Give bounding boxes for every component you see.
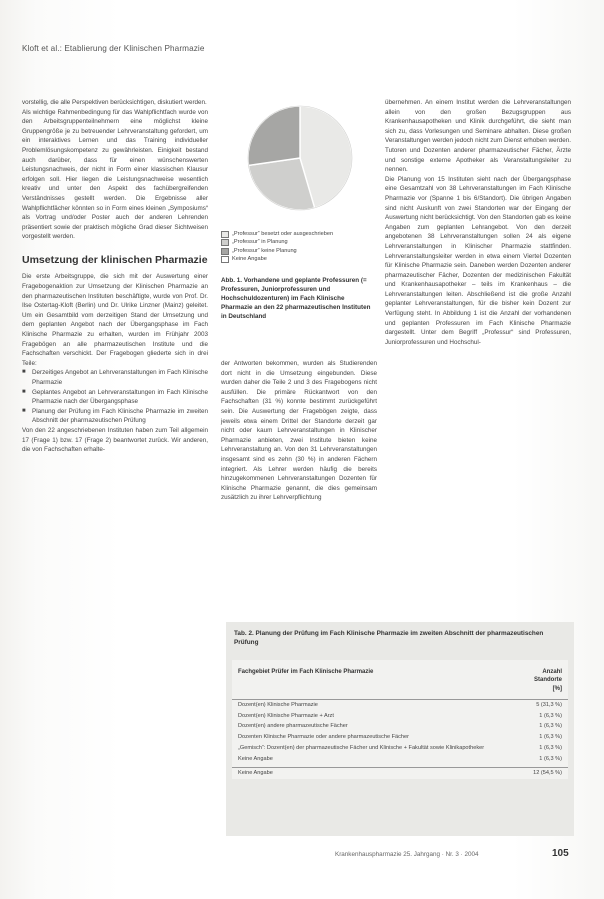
column-header: Anzahl Standorte [%]: [533, 669, 562, 692]
table-cell: 1 (6,3 %): [539, 712, 562, 719]
list-item: ■ Derzeitiges Angebot an Lehrveranstaltungen im Fach Klinische Pharmazie: [22, 368, 208, 387]
legend-label: „Professur“ besetzt oder ausgeschrieben: [232, 231, 334, 237]
paragraph: übernehmen. An einem Institut werden die Lehrveranstaltungen allein von den großen Bezugsgruppen aus Krankenhausapotheken und Klinik durchgeführt, die sieht man sich zu, dass Vorlesungen und Seminare abhalten. Diese großen Veranstaltungen werden jedoch nicht zum Dienst erhoben werden. Tutoren und Dozenten anderer pharmazeutischer Fächer, Ärzte und sonstige externe Apotheker als Veranstaltungsleiter zu nennen.: [385, 99, 571, 174]
pie-chart: [221, 98, 379, 228]
legend-label: „Professur“ keine Planung: [232, 247, 297, 254]
table-row: [232, 711, 568, 722]
table-cell: Keine Angabe: [238, 769, 273, 776]
table-box: [226, 622, 574, 836]
table-row: [232, 743, 568, 754]
table-cell: Dozent(en) Klinische Pharmazie + Arzt: [238, 712, 334, 719]
table-cell: Dozenten Klinische Pharmazie oder andere pharmazeutische Fächer: [238, 734, 410, 741]
paragraph: der Antworten bekommen, wurden als Studierenden dort nicht in die Umsetzung eingebunden. Diese wurden daher die Teile 2 und 3 des Fragebogens nicht ausfüllen. Die primäre Rückantwort von den Fachschaften (31 %) konnte bestimmt zurückgeführt sein. Die Auswertung der Fragebögen zeigte, dass jeweils etwa einem Drittel der Standorte derzeit gar nicht oder kaum Lehrveranstaltungen in Klinischer Pharmazie anbieten, zwei Institute bieten keine Lehrveranstaltung an. Von den 31 Lehrveranstaltungen insgesamt sind es zehn (30 %) in anderen Fächern integriert. Als Lehrer werden häufig die bereits hinzugekommenen Lehrveranstaltungen Dozenten für Klinische Pharmazie genannt, die dies gemeinsam zusätzlich zu ihrer Lehrverpflichtung: [221, 360, 377, 502]
legend-entry: [221, 230, 381, 238]
paragraph: Die erste Arbeitsgruppe, die sich mit der Auswertung einer Fragebogenaktion zur Umsetzung der Klinischen Pharmazie an den pharmazeutischen Instituten beschäftigte, wurde von Prof. Dr. Ilse Ostertag-Kloft (Berlin) und Dr. Ulrike Linzner (Mainz) geleitet. Um ein Gesamtbild vom derzeitigen Stand der Umsetzung und dem geplanten Angebot nach der Übergangsphase im Fach Klinische Pharmazie zu erhalten, wurden im Frühjahr 2003 Fragebögen an alle pharmazeutischen Institute und die Fachschaften verschickt. Der Fragebogen gliederte sich in drei Teile:: [22, 273, 208, 367]
text-column-right: [385, 98, 571, 347]
caption-label: Abb. 1.: [221, 277, 242, 284]
list-item: ■ Planung der Prüfung im Fach Klinische Pharmazie im zweiten Abschnitt der pharmazeutischen Prüfung: [22, 407, 208, 426]
figure-caption: [221, 276, 377, 321]
list-item: ■ Geplantes Angebot an Lehrveranstaltungen im Fach Klinische Pharmazie nach der Übergangsphase: [22, 388, 208, 407]
paragraph: Die Planung von 15 Instituten sieht nach der Übergangsphase eine Gesamtzahl von 38 Lehrveranstaltungen im Fach Klinische Pharmazie vor (Spanne 1 bis 6/Standort). Die übrigen Angaben sind nicht Auskunft von zwei Standorten war der Eingang der Auswertung nicht berücksichtigt. Von den Standorten gab es keine Angaben zum geplanten Lehrangebot. Von den derzeit angebotenen 38 Lehrveranstaltungen sollen 24 als eigene Lehrveranstaltungen in Klinischer Pharmazie stattfinden. Lehrveranstaltungsleiter werden in etwa einem Viertel Dozenten für Klinische Pharmazie sein. Daneben werden Dozenten anderer pharmazeutischer Fächer, Dozenten der medizinischen Fakultät und Krankenhausapotheker – teils im Krankenhaus – die Lehrveranstaltungen leiten. Abschließend ist die große Anzahl geplanter Lehrveranstaltungen, für die bisher kein Dozent zur Verfügung steht. In Abbildung 1 ist die Anzahl der vorhandenen und geplanten Professuren im Fach Klinische Pharmazie dargestellt. Unter dem Begriff „Professur“ sind Professuren, Juniorprofessuren und Hochschul-: [385, 175, 571, 346]
table-cell: 1 (6,3 %): [539, 734, 562, 741]
table-cell: 1 (6,3 %): [539, 755, 562, 762]
pie-slice-3: [248, 106, 300, 165]
table-cell: 1 (6,3 %): [539, 744, 562, 751]
text-column-left: [22, 98, 208, 455]
table-row: [232, 754, 568, 765]
text-column-middle: [221, 359, 377, 503]
legend-swatch: [221, 248, 229, 255]
paragraph: vorstellig, die alle Perspektiven berücksichtigen, diskutiert werden.: [22, 99, 207, 106]
legend-swatch: [221, 256, 229, 263]
table-cell: 1 (6,3 %): [539, 723, 562, 730]
chart-legend: [221, 230, 381, 264]
legend-entry: [221, 247, 381, 255]
table-row-total: [232, 767, 568, 779]
legend-label: Keine Angabe: [232, 256, 267, 263]
column-header: Fachgebiet Prüfer im Fach Klinische Pharmazie: [238, 669, 374, 675]
journal-footer: Krankenhauspharmazie 25. Jahrgang · Nr. 3 · 2004: [335, 851, 479, 858]
table-cell: Dozent(en) Klinische Pharmazie: [238, 701, 318, 708]
table-title: Tab. 2. Planung der Prüfung im Fach Klinische Pharmazie im zweiten Abschnitt der pharmazeutischen Prüfung: [234, 630, 544, 647]
page-number: 105: [552, 848, 569, 859]
section-heading: Umsetzung der klinischen Pharmazie: [22, 253, 208, 266]
paragraph: Als wichtige Rahmenbedingung für das Wahlpflichtfach wurde von den Arbeitsgruppenteilnehmern eine möglichst kleine Gruppengröße je zu betreuender Lehrveranstaltung gefordert, um ein interaktives Lernen und das Training individueller Problemlösungskompetenz zu gewährleisten. Einigkeit bestand auch darüber, dass für einen wünschenswerten Leistungsnachweis, der nicht in Form einer klassischen Klausur erfolgen soll. Hier liegen die Leistungsnachweise wesentlich kreativ und unter den Aspekt des fachübergreifenden Verständnisses gestellt werden. Die Ergebnisse aller Wahlpflichtfächer könnten so in Form eines kleinen „Symposiums“ als Vortrag und/oder Poster auch der anderen Lehrenden präsentiert sowie der praktisch mögliche Grad dieser Sichtweisen vorgestellt werden.: [22, 108, 208, 241]
legend-entry: [221, 255, 381, 263]
table-cell: 5 (31,3 %): [536, 701, 562, 708]
legend-entry: [221, 238, 381, 246]
table-row: [232, 700, 568, 711]
table-cell: Keine Angabe: [238, 755, 273, 762]
table-cell: Dozent(en) andere pharmazeutische Fächer: [238, 723, 348, 730]
table-cell: 12 (54,5 %): [533, 769, 562, 776]
legend-swatch: [221, 239, 229, 246]
running-head: Kloft et al.: Etablierung der Klinischen Pharmazie: [22, 44, 205, 53]
caption-text: Vorhandene und geplante Professuren (= Professuren, Juniorprofessuren und Hochschuldozenturen) im Fach Klinische Pharmazie an den 22 pharmazeutischen Instituten in Deutschland: [221, 277, 371, 320]
data-table: [232, 660, 568, 779]
table-row: [232, 733, 568, 744]
table-row: [232, 722, 568, 733]
table-header: [232, 660, 568, 700]
legend-swatch: [221, 231, 229, 238]
bullet-list: [22, 368, 208, 426]
table-cell: „Gemisch“: Dozent(en) der pharmazeutische Fächer und Klinische + Fakultät sowie Klinikapotheker: [238, 744, 485, 751]
legend-label: „Professur“ in Planung: [232, 239, 288, 246]
paragraph: Von den 22 angeschriebenen Instituten haben zum Teil allgemein 17 (Frage 1) bzw. 17 (Frage 2) beantwortet zurück. Wir anderen, die von Fachschaften erhalte-: [22, 426, 208, 454]
